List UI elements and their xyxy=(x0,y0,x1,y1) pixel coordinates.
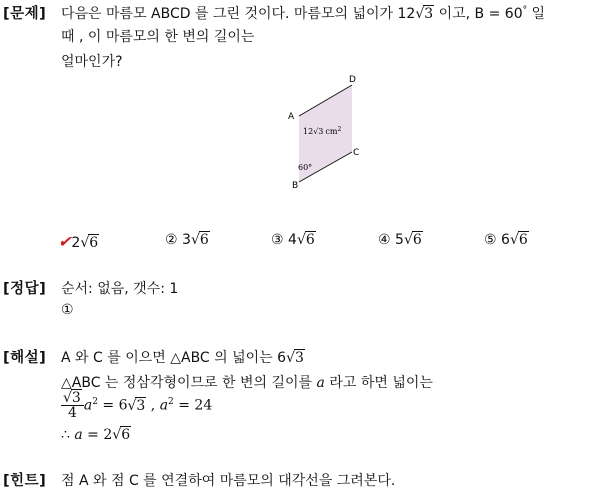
choice-1[interactable]: ✔2√6 xyxy=(58,232,99,251)
fraction: $\frac{√3}{4}$ xyxy=(61,391,84,420)
explanation-line-3: $\frac{√3}{4}$ $a^2 = 6√3$ , $a^2 = 24$ xyxy=(63,390,213,421)
explanation-line-4: ∴ a = 2√6 xyxy=(61,427,131,443)
explanation-line-1: A 와 C 를 이으면 △ABC 의 넓이는 6√3 xyxy=(61,350,304,366)
problem-line-1: 다음은 마름모 ABCD 를 그린 것이다. 마름모의 넓이가 12√3 이고, B = 60° 일 xyxy=(61,5,546,22)
choice-4[interactable]: ④ 5√6 xyxy=(378,232,422,248)
area-label: 12√3 $cm^2$ xyxy=(303,126,342,136)
hint-label: [힌트] xyxy=(3,473,47,489)
explanation-line-2: △ABC 는 정삼각형이므로 한 변의 길이를 a 라고 하면 넓이는 xyxy=(61,375,433,391)
choice-3-marker: ③ xyxy=(271,232,284,248)
problem-line-3: 얼마인가? xyxy=(61,54,123,70)
explanation-label: [해설] xyxy=(3,350,47,366)
check-icon: ✔ xyxy=(58,232,72,251)
hint-text: 점 A 와 점 C 를 연결하여 마름모의 대각선을 그려본다. xyxy=(61,473,396,489)
vertex-b-label: B xyxy=(292,181,299,190)
choice-3[interactable]: ③ 4√6 xyxy=(271,232,315,248)
choice-5[interactable]: ⑤ 6√6 xyxy=(484,232,528,248)
problem-label: [문제] xyxy=(3,6,47,22)
vertex-c-label: C xyxy=(353,148,360,158)
choice-2-marker: ② xyxy=(165,232,178,248)
answer-line-1: 순서: 없음, 갯수: 1 xyxy=(61,281,179,297)
answer-line-2: ① xyxy=(61,302,74,318)
rhombus-figure xyxy=(283,72,363,190)
answer-label: [정답] xyxy=(3,281,47,297)
vertex-d-label: D xyxy=(349,75,356,85)
sqrt-expression: √3 xyxy=(415,6,434,22)
choice-2[interactable]: ② 3√6 xyxy=(165,232,209,248)
vertex-a-label: A xyxy=(288,112,295,122)
angle-label: 60° xyxy=(298,163,313,172)
choice-4-marker: ④ xyxy=(378,232,391,248)
choice-5-marker: ⑤ xyxy=(484,232,497,248)
problem-line-2: 때 , 이 마름모의 한 변의 길이는 xyxy=(61,29,255,45)
